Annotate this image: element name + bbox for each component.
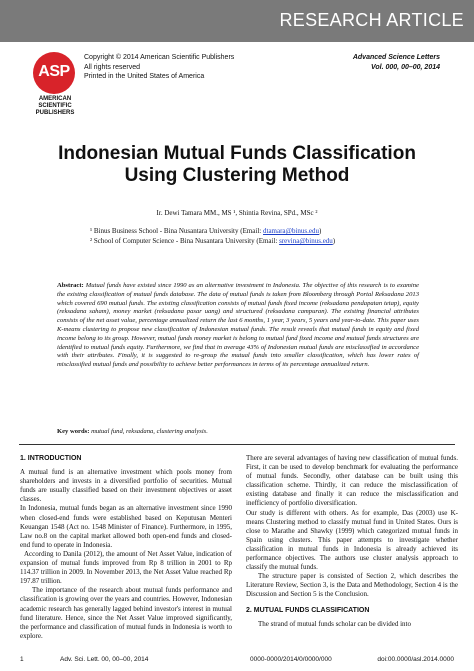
keywords-text: mutual fund, reksadana, clustering analysis. <box>91 428 208 435</box>
divider <box>19 444 455 445</box>
paper-title <box>40 143 434 187</box>
affiliations <box>90 226 335 246</box>
abstract <box>57 282 419 370</box>
publisher-name <box>24 96 86 117</box>
left-column <box>20 454 232 641</box>
header-banner <box>0 0 474 42</box>
email-link[interactable]: srevina@binus.edu <box>279 237 333 245</box>
affiliation-text: ) <box>332 237 336 245</box>
journal-volume: Vol. 000, 00–00, 2014 <box>370 63 440 71</box>
email-link[interactable]: dtamara@binus.edu <box>263 227 320 235</box>
issn: 0000-0000/2014/0/0000/000 <box>250 656 332 663</box>
keywords-label: Key words: <box>57 428 90 435</box>
section-heading: 1. INTRODUCTION <box>20 455 82 462</box>
copyright-line: Copyright © 2014 American Scientific Publishers <box>84 54 235 61</box>
affiliation-1 <box>90 226 335 236</box>
copyright-line: All rights reserved <box>84 63 141 71</box>
paragraph: According to Danila (2012), the amount of Net Asset Value, indication of expansion of mutual funds improved from Rp 8 trillion in 2001 to Rp 114.37 trillion in 2009. In November 2013, the Net Asset Value reached Rp 197.87 trillion. <box>20 549 232 586</box>
publisher-line: PUBLISHERS <box>35 110 75 116</box>
logo-letters: ASP <box>38 63 70 80</box>
publisher-line: SCIENTIFIC <box>38 103 72 109</box>
paragraph: There are several advantages of having new classification of mutual funds. First, it can be used to develop benchmark for evaluating the performance of mutual funds. Secondly, other database can be built using this classification scheme. Thirdly, it can reduce the misclassification of existing database and finally it can reduce the misclassification and inefficiency of portfolio diversification. <box>246 454 458 508</box>
article-type-label: RESEARCH ARTICLE <box>279 10 464 30</box>
section-heading: 2. MUTUAL FUNDS CLASSIFICATION <box>246 606 370 614</box>
keywords <box>57 428 419 435</box>
page-number: 1 <box>20 656 24 663</box>
title-line-1: Indonesian Mutual Funds Classification <box>58 143 416 164</box>
citation: Adv. Sci. Lett. 00, 00–00, 2014 <box>60 656 149 663</box>
paragraph: In Indonesia, mutual funds began as an alternative investment since 1990 when closed-end funds were established based on Keputusan Menteri Keuangan 1548 (Act no. 1548 Minister of Finance). Furthermore, in 1995, Law no.8 on the capital market allowed both open-end funds and closed-end fund to operate in Indonesia. <box>20 504 232 549</box>
paragraph: The structure paper is consisted of Section 2, which describes the Literature Review, Section 3, is the Data and Methodology, Section 4 is the Discussion and Section 5 is the Conclusion. <box>246 572 458 599</box>
affiliation-text: ² School of Computer Science - Bina Nusantara University (Email: <box>90 237 280 245</box>
affiliation-2 <box>90 236 335 246</box>
publisher-logo <box>31 52 77 96</box>
paragraph: The importance of the research about mutual funds performance and classification is growing over the years and countries. However, Indonesian academic research has generally lagged behind investor's interest in mutual fund literature. Hence, since the Net Asset Value improved significantly, the performance and classification of mutual funds in Indonesia is worth to explore. <box>20 586 232 640</box>
right-column <box>246 454 458 629</box>
abstract-label: Abstract: <box>57 282 84 289</box>
paragraph: A mutual fund is an alternative investment which pools money from shareholders and invests in a diversified portfolio of securities. Mutual funds are usually classified based on their investment objectives or asset classes. <box>20 468 232 504</box>
author-list: Ir. Dewi Tamara MM., MS ¹, Shintia Revina, SPd., MSc ² <box>156 209 318 217</box>
abstract-text: Mutual funds have existed since 1990 as an alternative investment in Indonesia. The objective of this research is to examine the existing classification of mutual funds database. The data of mutual funds is taken from Bloomberg through Portal Reksadana 2013 which covered 690 mutual funds. The existing classification consists of mutual funds fixed income (reksadana pendapatan tetap), equity (reksadana saham), money market (reksadana pasar uang) and structured (reksadana campuran). The existing financial attributes consists of the net asset value, percentage annualized return the last 6 months, 1 year, 3 years, 5 years and year-to-date. This paper uses K-means clustering to propose new classification of Indonesian mutual funds. The result reveals that mutual funds in equity and fixed income belong to its group. However, mutual funds money market is belong to mutual fund fixed income and mutual funds structures are identified to mutual funds equity. Furthermore, we find that in average 43% of Indonesian mutual funds are misclassified in accordance with their attributes. Finally, it is suggested to re-group the mutual funds into smaller classification, which has lower rates of misclassified mutual funds and possibility to achieve better performances in terms of its percentage annualized return. <box>57 282 419 369</box>
paragraph: The strand of mutual funds scholar can be divided into <box>258 619 411 628</box>
doi: doi:00.0000/asl.2014.0000 <box>377 656 454 663</box>
copyright-notice <box>84 53 234 82</box>
title-line-2: Using Clustering Method <box>124 165 350 186</box>
journal-name: Advanced Science Letters <box>352 54 440 61</box>
publisher-line: AMERICAN <box>38 96 72 102</box>
journal-info <box>353 53 440 72</box>
affiliation-text: ) <box>319 227 322 235</box>
copyright-line: Printed in the United States of America <box>84 73 205 80</box>
paragraph: Our study is different with others. As for example, Das (2003) use K-means Clustering method to classify mutual fund in United States. Ours is close to Marathe and Shawky (1999) which categorized mutual funds in Spain using clusters. This paper attempts to investigate whether classification in mutual funds in Indonesia is already achieved its performance objectives. The authors use cluster analysis approach to classify the mutual funds. <box>246 508 458 572</box>
affiliation-text: ¹ Binus Business School - Bina Nusantara University (Email: <box>90 227 263 235</box>
